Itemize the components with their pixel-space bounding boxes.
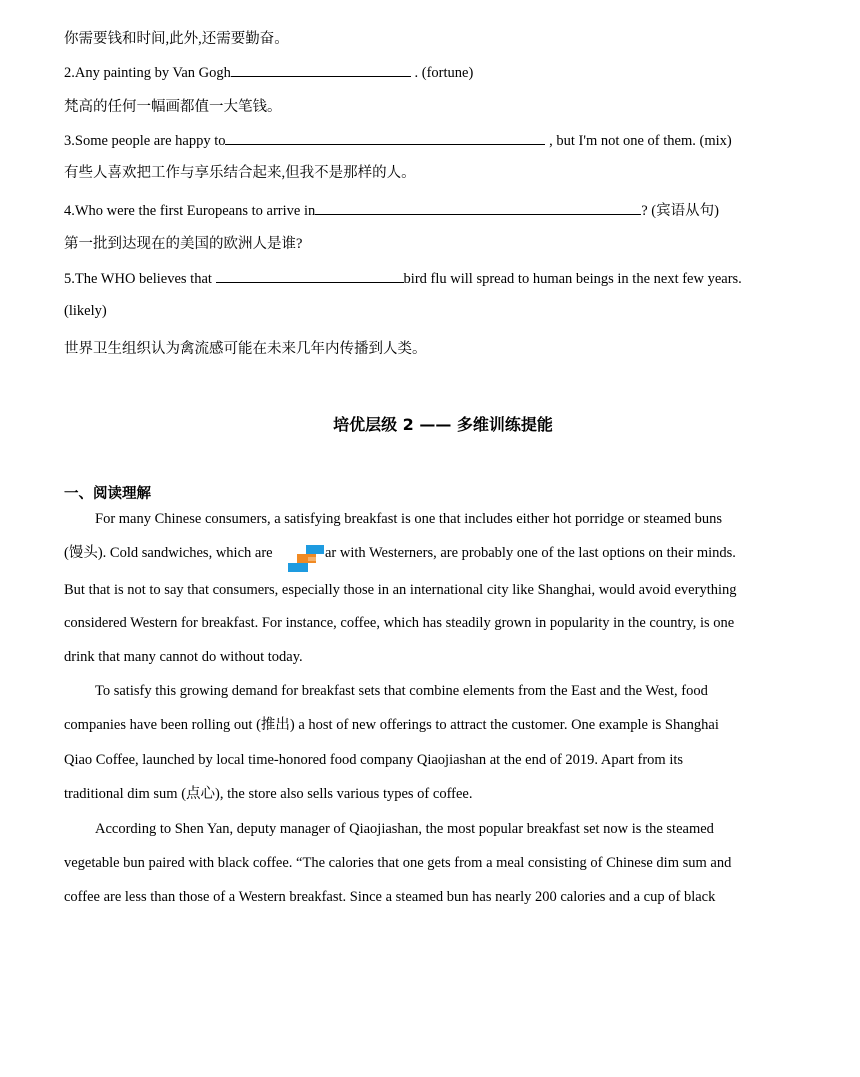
watermark-logo bbox=[286, 543, 328, 575]
passage-line: Qiao Coffee, launched by local time-honored food company Qiaojiashan at the end of 2019. Apart from its bbox=[64, 752, 684, 768]
passage-line: (馒头). Cold sandwiches, which are bbox=[64, 545, 273, 561]
question-hint: . (fortune) bbox=[410, 65, 474, 81]
question-2 bbox=[64, 62, 473, 83]
passage-line: But that is not to say that consumers, especially those in an international city like Shanghai, would avoid everything bbox=[64, 582, 737, 598]
passage-line: vegetable bun paired with black coffee. “The calories that one gets from a meal consisting of Chinese dim sum and bbox=[64, 855, 732, 871]
passage-line: coffee are less than those of a Western breakfast. Since a steamed bun has nearly 200 calories and a cup of black bbox=[64, 889, 716, 905]
question-text: 5.The WHO believes that bbox=[64, 271, 216, 287]
answer-blank[interactable] bbox=[231, 62, 411, 77]
translation-line: 世界卫生组织认为禽流感可能在未来几年内传播到人类。 bbox=[64, 341, 427, 357]
question-text: 3.Some people are happy to bbox=[64, 133, 226, 149]
translation-line: 你需要钱和时间,此外,还需要勤奋。 bbox=[64, 31, 289, 47]
section-heading: 培优层级 2 —— 多维训练提能 bbox=[333, 415, 553, 434]
passage-line: According to Shen Yan, deputy manager of Qiaojiashan, the most popular breakfast set now is the steamed bbox=[95, 821, 714, 837]
passage-line: considered Western for breakfast. For instance, coffee, which has steadily grown in popularity in the country, is one bbox=[64, 615, 735, 631]
section-title: 一、阅读理解 bbox=[64, 486, 151, 502]
question-text: 4.Who were the first Europeans to arrive in bbox=[64, 203, 316, 219]
translation-line: 梵高的任何一幅画都值一大笔钱。 bbox=[64, 99, 282, 115]
passage-line: For many Chinese consumers, a satisfying breakfast is one that includes either hot porridge or steamed buns bbox=[95, 511, 722, 527]
passage-line: To satisfy this growing demand for breakfast sets that combine elements from the East and the West, food bbox=[95, 683, 708, 699]
translation-line: 有些人喜欢把工作与享乐结合起来,但我不是那样的人。 bbox=[64, 165, 416, 181]
question-text: 2.Any painting by Van Gogh bbox=[64, 65, 231, 81]
question-hint: bird flu will spread to human beings in the next few years. bbox=[403, 271, 742, 287]
answer-blank[interactable] bbox=[216, 268, 404, 283]
passage-line: drink that many cannot do without today. bbox=[64, 649, 303, 665]
question-hint: ? (宾语从句) bbox=[641, 203, 719, 219]
passage-line: traditional dim sum (点心), the store also sells various types of coffee. bbox=[64, 786, 473, 802]
passage-line: ar with Westerners, are probably one of the last options on their minds. bbox=[325, 545, 736, 561]
question-5 bbox=[64, 268, 742, 289]
passage-line: companies have been rolling out (推出) a host of new offerings to attract the customer. One example is Shanghai bbox=[64, 717, 719, 733]
question-hint: , but I'm not one of them. (mix) bbox=[545, 133, 732, 149]
answer-blank[interactable] bbox=[225, 130, 545, 145]
translation-line: 第一批到达现在的美国的欧洲人是谁? bbox=[64, 236, 303, 252]
answer-blank[interactable] bbox=[315, 200, 641, 215]
question-5-continuation: (likely) bbox=[64, 303, 107, 319]
question-3 bbox=[64, 130, 732, 151]
question-4 bbox=[64, 200, 719, 221]
